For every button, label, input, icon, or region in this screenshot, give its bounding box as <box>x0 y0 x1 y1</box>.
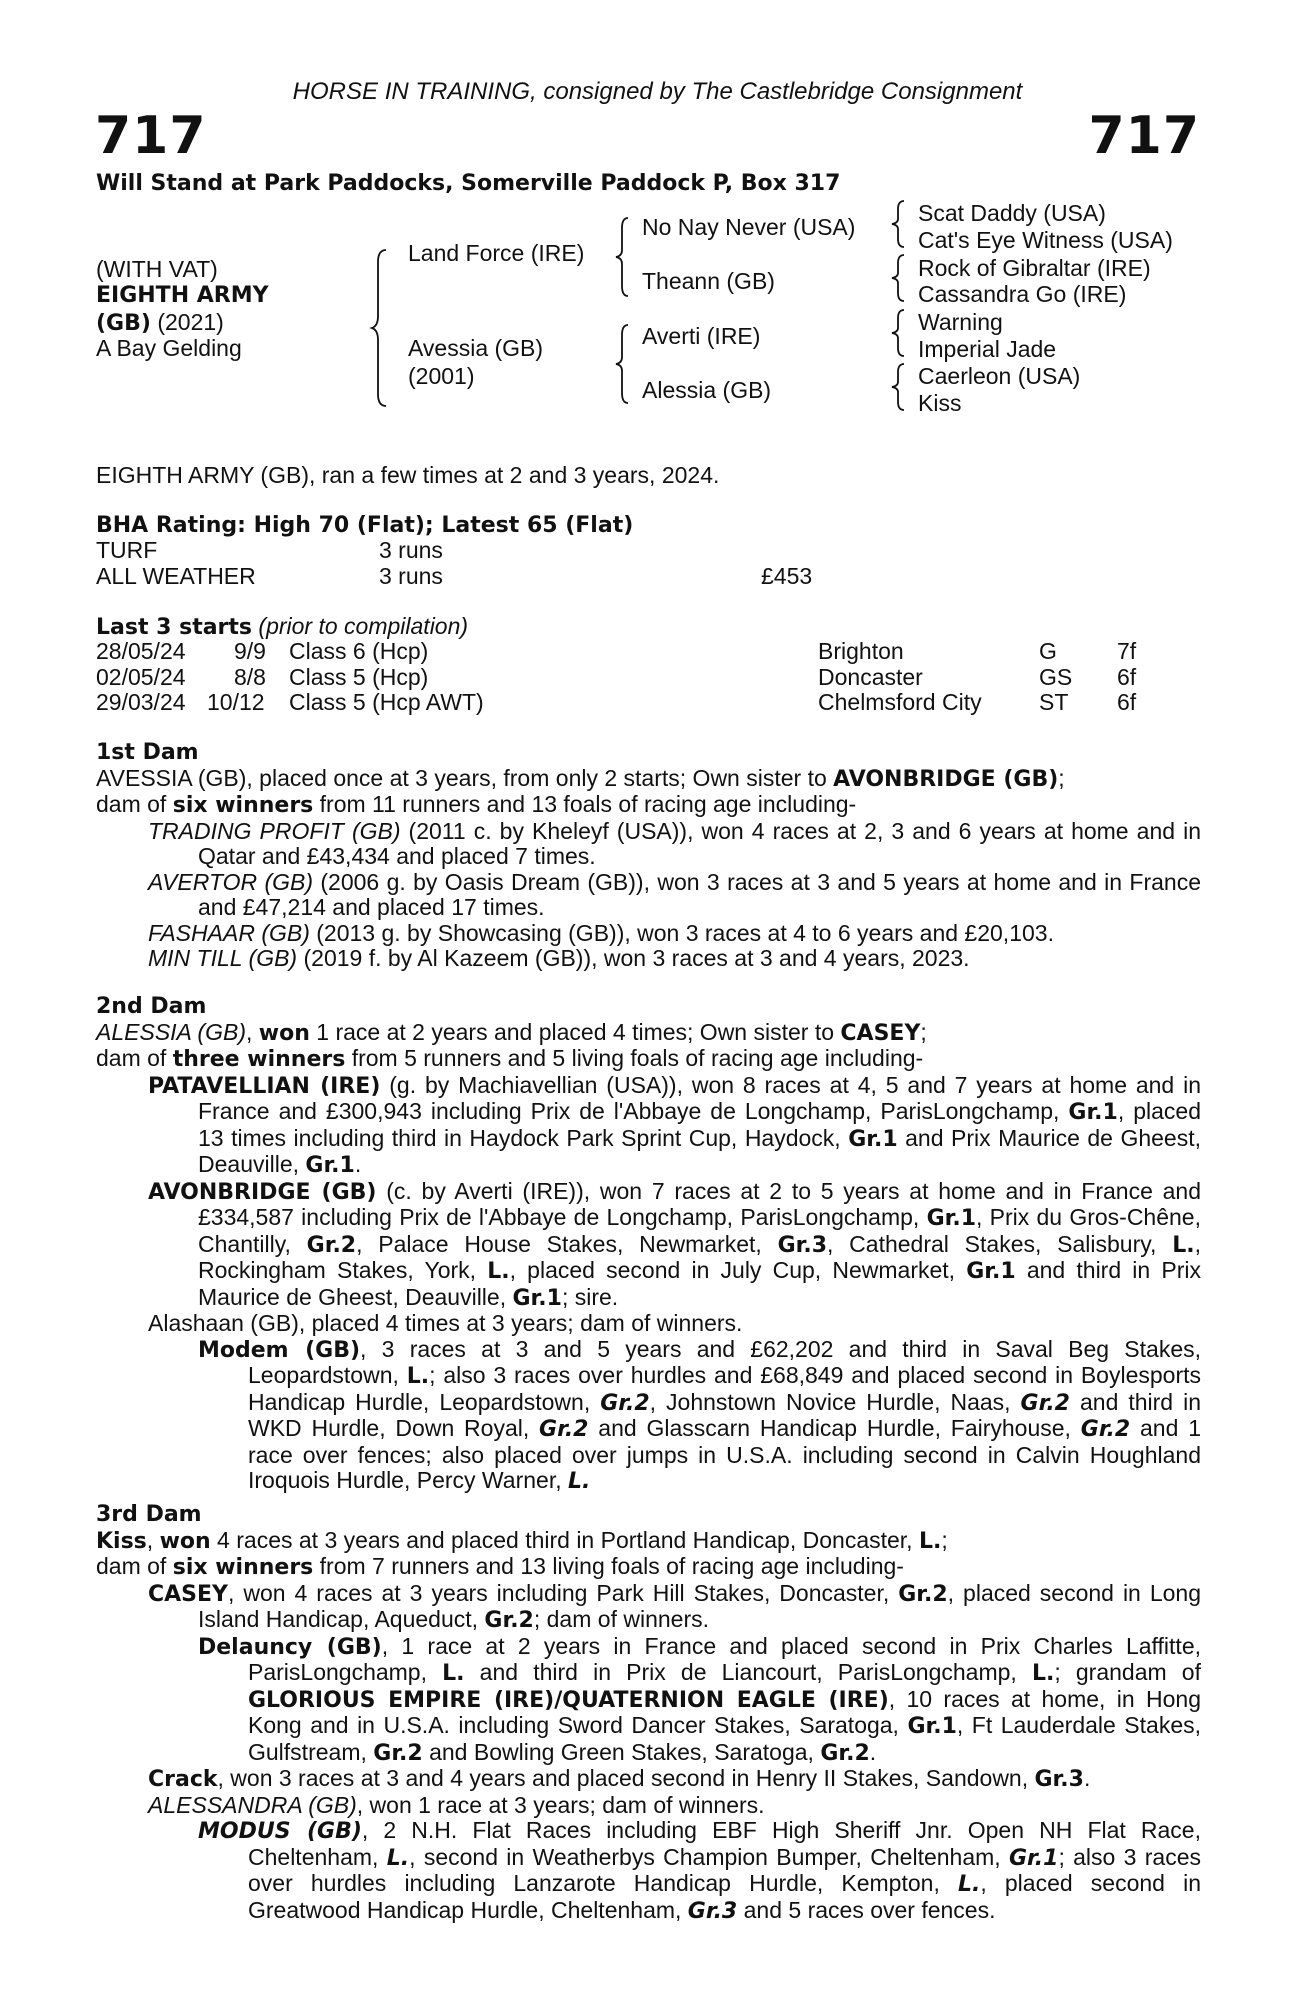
start-date: 28/05/24 <box>96 638 186 664</box>
grade-label: L. <box>957 1872 981 1897</box>
punct: . <box>354 1151 362 1177</box>
foal-record: (2011 c. by Kheleyf (USA)), won 4 races at 2, 3 and 6 years at home and in Qatar and £43,434 and placed 7 times. <box>198 817 1201 869</box>
second-dam-heading: 2nd Dam <box>96 994 207 1019</box>
first-dam-text: AVESSIA (GB), placed once at 3 years, from only 2 starts; Own sister to <box>96 764 834 791</box>
foal-name: Crack <box>148 1767 218 1792</box>
foal-record: , Rockingham Stakes, York, <box>198 1230 1201 1283</box>
foal-record: ; also 3 races over hurdles including Lanzarote Handicap Hurdle, Kempton, <box>248 1843 1201 1896</box>
start-position: 9/9 <box>234 638 266 664</box>
dam-dam: Alessia (GB) <box>642 377 772 403</box>
punct: . <box>1083 1765 1091 1791</box>
dam-sire: Averti (IRE) <box>642 323 761 349</box>
second-dam-name: ALESSIA (GB) <box>96 1018 246 1045</box>
second-dam-text: from 5 runners and 5 living foals of racing age including- <box>345 1045 924 1071</box>
grade-label: L. <box>442 1661 465 1686</box>
lot-number-left: 717 <box>95 106 207 166</box>
foal-record: and third in Prix de Liancourt, ParisLongchamp, <box>464 1659 1032 1685</box>
punct: ; <box>941 1526 948 1553</box>
foal-record: ; also 3 races over hurdles and £68,849 and placed second in Boylesports Handicap Hurdle, Leopardstown, <box>248 1362 1201 1415</box>
foal-entry <box>96 1581 1201 1634</box>
last-starts-note: (prior to compilation) <box>258 613 469 639</box>
second-dam-sister: CASEY <box>840 1020 921 1046</box>
main-bracket <box>370 248 390 408</box>
bracket-g4 <box>890 362 908 414</box>
start-going: GS <box>1039 664 1073 690</box>
foal-name: AVERTOR (GB) <box>148 868 314 895</box>
first-dam-line2 <box>96 792 1201 819</box>
grade-label: Gr.2 <box>484 1608 534 1633</box>
second-dam-section <box>96 994 1201 1495</box>
foal-record: and Prix Maurice de Gheest, Deauville, <box>198 1124 1201 1177</box>
foal-record: ; dam of winners. <box>533 1606 709 1632</box>
grade-label: Gr.2 <box>898 1581 948 1607</box>
first-dam-sister: AVONBRIDGE (GB) <box>833 766 1059 792</box>
grade-label: L. <box>487 1259 510 1284</box>
foal-record: (2019 f. by Al Kazeem (GB)), won 3 races at 3 and 4 years, 2023. <box>297 945 970 971</box>
grade-label: Gr.3 <box>1034 1767 1084 1792</box>
foal-name: Delauncy (GB) <box>198 1634 382 1660</box>
start-distance: 6f <box>1117 689 1137 715</box>
foal-record: ; sire. <box>561 1283 619 1310</box>
ancestor-1: Scat Daddy (USA) <box>918 200 1106 226</box>
ancestor-4: Cassandra Go (IRE) <box>918 281 1127 307</box>
foal-record: , won 4 races at 3 years including Park Hill Stakes, Doncaster, <box>227 1579 899 1606</box>
ancestor-2: Cat's Eye Witness (USA) <box>918 227 1173 253</box>
second-dam-text: dam of <box>96 1045 173 1071</box>
start-race: Class 5 (Hcp) <box>289 664 429 690</box>
ancestor-8: Kiss <box>918 390 962 416</box>
sire-dam: Theann (GB) <box>642 268 775 294</box>
start-going: ST <box>1039 689 1069 715</box>
foal-entry <box>96 870 1201 921</box>
third-dam-heading: 3rd Dam <box>96 1502 202 1527</box>
ancestor-7: Caerleon (USA) <box>918 363 1081 389</box>
foal-record: , placed second in July Cup, Newmarket, <box>509 1257 967 1283</box>
ancestor-3: Rock of Gibraltar (IRE) <box>918 255 1151 281</box>
won-label: won <box>159 1528 211 1554</box>
foal-record: , 2 N.H. Flat Races including EBF High Sheriff Jnr. Open NH Flat Race, Cheltenham, <box>248 1817 1201 1870</box>
dam-bracket <box>614 323 632 405</box>
horse-description: A Bay Gelding <box>96 335 242 361</box>
grade-label: L. <box>386 1845 410 1871</box>
foal-name: FASHAAR (GB) <box>148 919 310 946</box>
grade-label: L. <box>568 1469 591 1494</box>
dam-year: (2001) <box>408 363 475 389</box>
foal-entry <box>96 819 1201 870</box>
foal-entry: Alashaan (GB), placed 4 times at 3 years; dam of winners. <box>148 1310 743 1336</box>
foal-record: , Cathedral Stakes, Salisbury, <box>827 1230 1173 1257</box>
lot-number-right: 717 <box>1088 106 1200 166</box>
second-dam-text: 1 race at 2 years and placed 4 times; Own sister to <box>309 1018 841 1045</box>
grade-label: Gr.2 <box>1020 1390 1070 1416</box>
grade-label: Gr.2 <box>600 1390 650 1416</box>
foal-name: Modem (GB) <box>198 1337 361 1363</box>
foal-record: , second in Weatherbys Champion Bumper, Cheltenham, <box>409 1843 1009 1870</box>
surface-runs: 3 runs <box>379 537 443 563</box>
sire-sire: No Nay Never (USA) <box>642 214 856 240</box>
ancestor-5: Warning <box>918 309 1003 335</box>
third-dam-name: Kiss <box>96 1528 147 1554</box>
grade-label: Gr.1 <box>512 1285 562 1311</box>
start-going: G <box>1039 638 1057 664</box>
foal-record: , 1 race at 2 years in France and placed second in Prix Charles Laffitte, ParisLongchamp, <box>248 1632 1201 1685</box>
start-position: 8/8 <box>234 664 266 690</box>
bracket-g1 <box>890 199 908 251</box>
race-summary: EIGHTH ARMY (GB), ran a few times at 2 and 3 years, 2024. <box>96 462 720 488</box>
foal-record: Prix du Gros-Chêne, Chantilly, <box>198 1204 1201 1257</box>
foal-record: (2013 g. by Showcasing (GB)), won 3 races at 4 to 6 years and £20,103. <box>309 919 1054 946</box>
grade-label: Gr.1 <box>1068 1100 1118 1125</box>
horse-origin <box>96 310 224 336</box>
start-position: 10/12 <box>207 689 265 715</box>
second-dam-line2 <box>96 1046 1201 1073</box>
foal-record: , Johnstown Novice Hurdle, Naas, <box>649 1388 1021 1415</box>
grade-label: Gr.1 <box>1009 1845 1059 1871</box>
grandfoal-entry <box>96 1818 1201 1924</box>
foal-record: (c. by Averti (IRE)), won 7 races at 2 to 5 years at home and in France and £334,587 including Prix de l'Abbaye de Longchamp, ParisLongchamp, <box>198 1177 1201 1230</box>
start-distance: 6f <box>1117 664 1137 690</box>
grade-label: L. <box>406 1364 430 1389</box>
surface-runs: 3 runs <box>379 563 443 589</box>
third-dam-line1 <box>96 1528 1201 1555</box>
grade-label: L. <box>918 1528 942 1554</box>
foal-entry <box>96 1793 1201 1819</box>
grade-label: Gr.2 <box>539 1417 589 1442</box>
foal-entry <box>96 921 1201 947</box>
foal-record: and third in WKD Hurdle, Down Royal, <box>248 1388 1202 1441</box>
foal-record: ; grandam of <box>1054 1659 1201 1685</box>
won-label: won <box>258 1020 310 1046</box>
grade-label: Gr.2 <box>1080 1417 1131 1442</box>
grade-label: Gr.1 <box>907 1714 957 1739</box>
foal-record: (g. by Machiavellian (USA)), won 8 races at 4, 5 and 7 years at home and in France and £300,943 including Prix de l'Abbaye de Longchamp, ParisLongchamp, <box>198 1071 1201 1124</box>
third-dam-line2 <box>96 1554 1201 1581</box>
foal-record: , placed second in Long Island Handicap, Aqueduct, <box>198 1579 1201 1632</box>
punct: , <box>245 1018 259 1045</box>
surface-prize: £453 <box>761 563 813 589</box>
horse-name: EIGHTH ARMY <box>96 283 269 308</box>
foal-name: CASEY <box>148 1581 228 1607</box>
foal-record: , placed 13 times including third in Haydock Park Sprint Cup, Haydock, <box>198 1098 1201 1151</box>
second-dam-winners: three winners <box>172 1047 346 1072</box>
bha-rating: BHA Rating: High 70 (Flat); Latest 65 (Flat) <box>96 513 634 538</box>
foal-record: and 1 race over fences; also placed over jumps in U.S.A. including second in Calvin Houghland Iroquois Hurdle, Percy Warner, <box>248 1415 1201 1493</box>
grade-label: Gr.3 <box>687 1898 738 1924</box>
grade-label: L. <box>1031 1661 1055 1686</box>
foal-record: , Ft Lauderdale Stakes, Gulfstream, <box>248 1712 1202 1765</box>
start-course: Chelmsford City <box>818 689 982 715</box>
third-dam-section <box>96 1502 1201 1924</box>
grade-label: Gr.1 <box>305 1153 355 1178</box>
punct: . <box>869 1738 877 1765</box>
foal-entry <box>96 1179 1201 1312</box>
horse-country: (GB) <box>96 311 151 336</box>
foal-record: , 3 races at 3 and 5 years and £62,202 and third in Saval Beg Stakes, Leopardstown, <box>248 1335 1201 1388</box>
foal-entry <box>96 1766 1201 1793</box>
last-starts-title: Last 3 starts <box>96 615 253 640</box>
last-starts-heading <box>96 614 468 641</box>
surface-label: TURF <box>96 537 158 563</box>
sire-bracket <box>614 216 632 298</box>
grandfoal-entry <box>96 1634 1201 1767</box>
grade-label: Gr.2 <box>306 1232 357 1258</box>
foal-name: ALESSANDRA (GB) <box>148 1791 357 1818</box>
foal-record: , placed second in Greatwood Handicap Hurdle, Cheltenham, <box>248 1870 1201 1923</box>
start-date: 29/03/24 <box>96 689 186 715</box>
foal-record: and 5 races over fences. <box>737 1896 996 1923</box>
vat-note: (WITH VAT) <box>96 256 218 282</box>
horse-year: (2021) <box>157 309 224 335</box>
third-dam-text: dam of <box>96 1553 173 1579</box>
foal-name: AVONBRIDGE (GB) <box>148 1179 377 1205</box>
dam: Avessia (GB) <box>408 335 544 361</box>
first-dam-section <box>96 740 1201 972</box>
grade-label: Gr.1 <box>926 1206 976 1231</box>
surface-label: ALL WEATHER <box>96 563 256 589</box>
start-date: 02/05/24 <box>96 664 186 690</box>
bracket-g3 <box>890 308 908 360</box>
start-course: Doncaster <box>818 664 923 690</box>
foal-name: TRADING PROFIT (GB) <box>148 817 401 844</box>
third-dam-text: from 7 runners and 13 living foals of racing age including- <box>313 1553 904 1579</box>
punct: , <box>976 1204 990 1230</box>
first-dam-winners: six winners <box>172 793 314 818</box>
foal-record: , won 3 races at 3 and 4 years and placed second in Henry II Stakes, Sandown, <box>217 1765 1035 1791</box>
grade-label: Gr.2 <box>820 1740 870 1766</box>
grade-label: L. <box>1172 1232 1195 1258</box>
foal-record: and third in Prix Maurice de Gheest, Deauville, <box>198 1257 1201 1310</box>
ancestor-6: Imperial Jade <box>918 336 1057 362</box>
second-dam-line1 <box>96 1020 1201 1047</box>
start-distance: 7f <box>1117 638 1137 664</box>
consignor-header: HORSE IN TRAINING, consigned by The Castlebridge Consignment <box>292 78 1023 105</box>
sire: Land Force (IRE) <box>408 240 585 266</box>
start-course: Brighton <box>818 638 904 664</box>
punct: , <box>146 1526 160 1553</box>
foal-name: MODUS (GB) <box>198 1819 362 1844</box>
grade-label: Gr.3 <box>777 1232 828 1258</box>
first-dam-line1 <box>96 766 1201 793</box>
grandfoal-entry <box>96 1337 1201 1495</box>
foal-name: MIN TILL (GB) <box>148 945 298 971</box>
start-race: Class 5 (Hcp AWT) <box>289 689 484 715</box>
grade-label: Gr.2 <box>373 1740 423 1766</box>
foal-record: (2006 g. by Oasis Dream (GB)), won 3 races at 3 and 5 years at home and in France and £47,214 and placed 17 times. <box>198 868 1201 920</box>
foal-name: PATAVELLIAN (IRE) <box>148 1073 381 1099</box>
foal-record: , won 1 race at 3 years; dam of winners. <box>356 1791 765 1818</box>
third-dam-text: 4 races at 3 years and placed third in Portland Handicap, Doncaster, <box>210 1526 919 1553</box>
foal-record: , Palace House Stakes, Newmarket, <box>356 1230 778 1257</box>
grade-label: Gr.1 <box>848 1126 898 1152</box>
foal-record: and Bowling Green Stakes, Saratoga, <box>422 1738 821 1765</box>
foal-entry <box>96 1073 1201 1179</box>
punct: ; <box>920 1018 927 1045</box>
bracket-g2 <box>890 253 908 305</box>
stable-location: Will Stand at Park Paddocks, Somerville Paddock P, Box 317 <box>96 171 841 196</box>
grade-label: Gr.1 <box>966 1259 1016 1284</box>
foal-entry <box>96 946 1201 972</box>
first-dam-text: from 11 runners and 13 foals of racing age including- <box>313 791 857 817</box>
foal-record: , 10 races at home, in Hong Kong and in U.S.A. including Sword Dancer Stakes, Saratoga, <box>248 1685 1201 1738</box>
third-dam-winners: six winners <box>172 1555 314 1580</box>
grandfoal-name: GLORIOUS EMPIRE (IRE)/QUATERNION EAGLE (IRE) <box>248 1687 889 1713</box>
first-dam-heading: 1st Dam <box>96 740 199 765</box>
start-race: Class 6 (Hcp) <box>289 638 429 664</box>
first-dam-text: dam of <box>96 791 173 817</box>
foal-record: and Glasscarn Handicap Hurdle, Fairyhouse, <box>588 1415 1081 1441</box>
punct: ; <box>1058 764 1065 791</box>
